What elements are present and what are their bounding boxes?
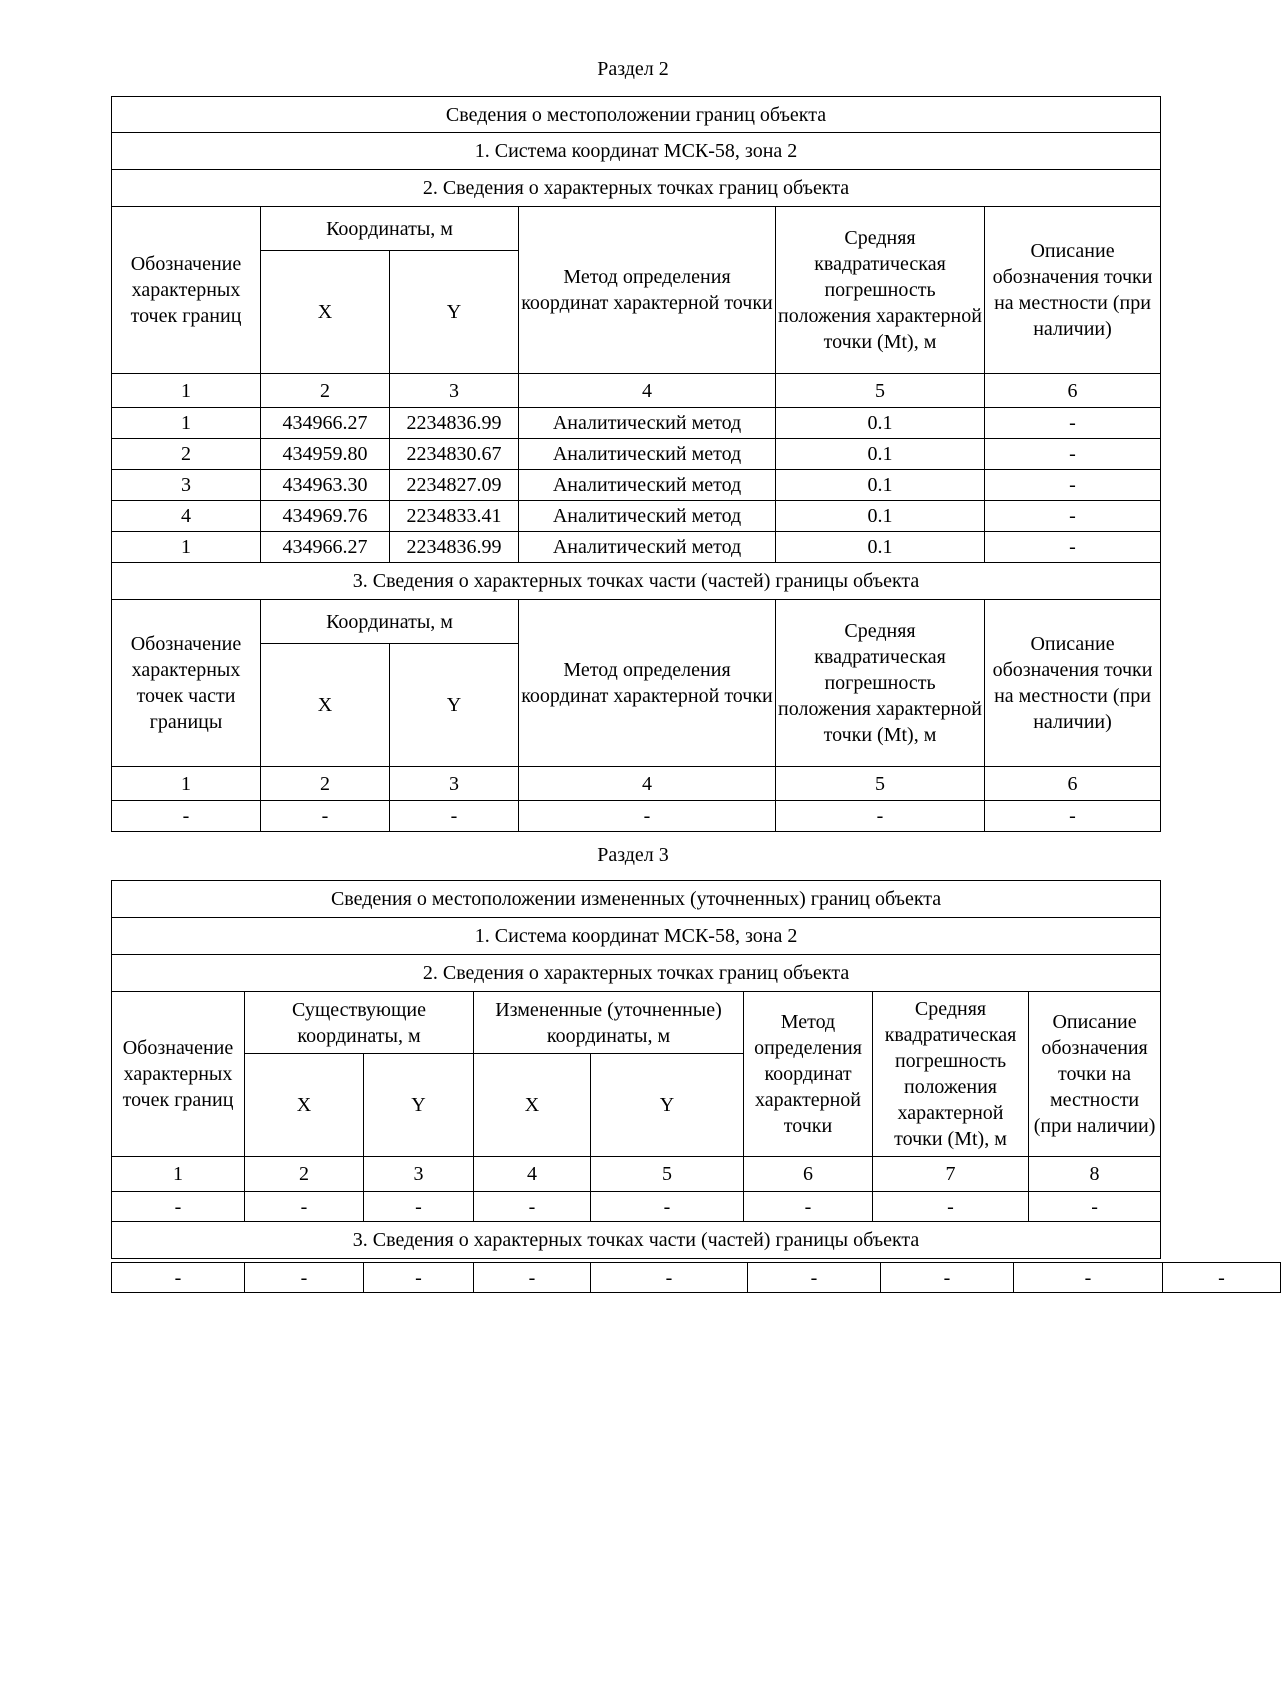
point-x: 434963.30 (261, 470, 390, 501)
col-number: 8 (1029, 1157, 1161, 1192)
s3-cell: - (245, 1192, 364, 1222)
point-y: 2234827.09 (390, 470, 519, 501)
point-y: 2234836.99 (390, 532, 519, 563)
section3-heading: Сведения о местоположении измененных (уточненных) границ объекта (112, 881, 1161, 918)
s3-col-designation-header: Обозначение характерных точек границ (112, 992, 245, 1157)
s3-col-error-header: Средняя квадратическая погрешность положения характерной точки (Mt), м (873, 992, 1029, 1157)
s3-existing-y-header: Y (364, 1054, 474, 1157)
point-x: 434969.76 (261, 501, 390, 532)
col-x-header: X (261, 251, 390, 374)
point-x: 434966.27 (261, 532, 390, 563)
s3-part-cell: - (245, 1263, 364, 1293)
table-row (112, 1192, 1161, 1222)
point-description: - (985, 532, 1161, 563)
part-cell: - (261, 801, 390, 832)
col-number: 6 (985, 767, 1161, 801)
table-row (112, 801, 1161, 832)
col-number: 3 (364, 1157, 474, 1192)
col-y-header: Y (390, 251, 519, 374)
s3-part-cell: - (1163, 1263, 1281, 1293)
s3-cell: - (112, 1192, 245, 1222)
s3-col-existing-header: Существующие координаты, м (245, 992, 474, 1054)
s3-cell: - (744, 1192, 873, 1222)
section2-title: Раздел 2 (597, 58, 669, 80)
point-error: 0.1 (776, 470, 985, 501)
col-number: 1 (112, 374, 261, 408)
section3-title: Раздел 3 (597, 844, 669, 866)
point-description: - (985, 501, 1161, 532)
s3-col-changed-header: Измененные (уточненные) координаты, м (474, 992, 744, 1054)
point-designation: 2 (112, 439, 261, 470)
section3-table (111, 880, 1161, 1259)
section2-table (111, 96, 1161, 832)
s3-cell: - (1029, 1192, 1161, 1222)
point-method: Аналитический метод (519, 532, 776, 563)
col-number: 6 (985, 374, 1161, 408)
part-col-description-header: Описание обозначения точки на местности (при наличии) (985, 600, 1161, 767)
s3-cell: - (474, 1192, 591, 1222)
s3-part-cell: - (748, 1263, 881, 1293)
point-error: 0.1 (776, 408, 985, 439)
point-x: 434966.27 (261, 408, 390, 439)
s3-cell: - (364, 1192, 474, 1222)
table-row (112, 408, 1161, 439)
col-number: 3 (390, 374, 519, 408)
part-cell: - (519, 801, 776, 832)
s3-changed-x-header: X (474, 1054, 591, 1157)
col-number: 1 (112, 1157, 245, 1192)
part-col-method-header: Метод определения координат характерной точки (519, 600, 776, 767)
section3-part-heading: 3. Сведения о характерных точках части (частей) границы объекта (112, 1222, 1161, 1259)
s3-cell: - (873, 1192, 1029, 1222)
col-number: 2 (245, 1157, 364, 1192)
point-y: 2234833.41 (390, 501, 519, 532)
col-number: 1 (112, 767, 261, 801)
point-description: - (985, 408, 1161, 439)
point-designation: 3 (112, 470, 261, 501)
part-col-error-header: Средняя квадратическая погрешность положения характерной точки (Mt), м (776, 600, 985, 767)
point-x: 434959.80 (261, 439, 390, 470)
part-col-coordinates-header: Координаты, м (261, 600, 519, 644)
point-method: Аналитический метод (519, 501, 776, 532)
s3-part-cell: - (474, 1263, 591, 1293)
table-row (112, 1263, 1281, 1293)
col-description-header: Описание обозначения точки на местности (при наличии) (985, 207, 1161, 374)
part-cell: - (985, 801, 1161, 832)
point-y: 2234836.99 (390, 408, 519, 439)
s3-col-description-header: Описание обозначения точки на местности (при наличии) (1029, 992, 1161, 1157)
table-row (112, 439, 1161, 470)
s3-part-cell: - (1014, 1263, 1163, 1293)
section3-part-table (111, 1262, 1281, 1293)
col-coordinates-header: Координаты, м (261, 207, 519, 251)
s3-col-method-header: Метод определения координат характерной точки (744, 992, 873, 1157)
col-number: 2 (261, 374, 390, 408)
part-cell: - (390, 801, 519, 832)
table-row (112, 470, 1161, 501)
col-number: 5 (776, 767, 985, 801)
part-col-designation-header: Обозначение характерных точек части границы (112, 600, 261, 767)
point-error: 0.1 (776, 532, 985, 563)
point-designation: 4 (112, 501, 261, 532)
section3-points-heading: 2. Сведения о характерных точках границ объекта (112, 955, 1161, 992)
part-col-x-header: X (261, 644, 390, 767)
col-number: 4 (519, 767, 776, 801)
point-description: - (985, 470, 1161, 501)
section2-points-heading: 2. Сведения о характерных точках границ объекта (112, 170, 1161, 207)
table-row (112, 501, 1161, 532)
s3-part-cell: - (364, 1263, 474, 1293)
table-row (112, 532, 1161, 563)
s3-cell: - (591, 1192, 744, 1222)
point-designation: 1 (112, 408, 261, 439)
col-number: 4 (474, 1157, 591, 1192)
section3-coord-system: 1. Система координат МСК-58, зона 2 (112, 918, 1161, 955)
point-method: Аналитический метод (519, 408, 776, 439)
col-number: 7 (873, 1157, 1029, 1192)
col-number: 6 (744, 1157, 873, 1192)
s3-part-cell: - (881, 1263, 1014, 1293)
section2-heading: Сведения о местоположении границ объекта (112, 97, 1161, 133)
point-error: 0.1 (776, 439, 985, 470)
section2-part-heading: 3. Сведения о характерных точках части (частей) границы объекта (112, 563, 1161, 600)
section2-coord-system: 1. Система координат МСК-58, зона 2 (112, 133, 1161, 170)
part-col-y-header: Y (390, 644, 519, 767)
col-number: 5 (591, 1157, 744, 1192)
col-number: 3 (390, 767, 519, 801)
col-number: 2 (261, 767, 390, 801)
part-cell: - (112, 801, 261, 832)
s3-part-cell: - (591, 1263, 748, 1293)
point-y: 2234830.67 (390, 439, 519, 470)
col-number: 4 (519, 374, 776, 408)
col-error-header: Средняя квадратическая погрешность положения характерной точки (Mt), м (776, 207, 985, 374)
point-method: Аналитический метод (519, 439, 776, 470)
point-designation: 1 (112, 532, 261, 563)
col-method-header: Метод определения координат характерной точки (519, 207, 776, 374)
point-description: - (985, 439, 1161, 470)
s3-existing-x-header: X (245, 1054, 364, 1157)
point-error: 0.1 (776, 501, 985, 532)
point-method: Аналитический метод (519, 470, 776, 501)
s3-changed-y-header: Y (591, 1054, 744, 1157)
col-designation-header: Обозначение характерных точек границ (112, 207, 261, 374)
col-number: 5 (776, 374, 985, 408)
s3-part-cell: - (112, 1263, 245, 1293)
part-cell: - (776, 801, 985, 832)
